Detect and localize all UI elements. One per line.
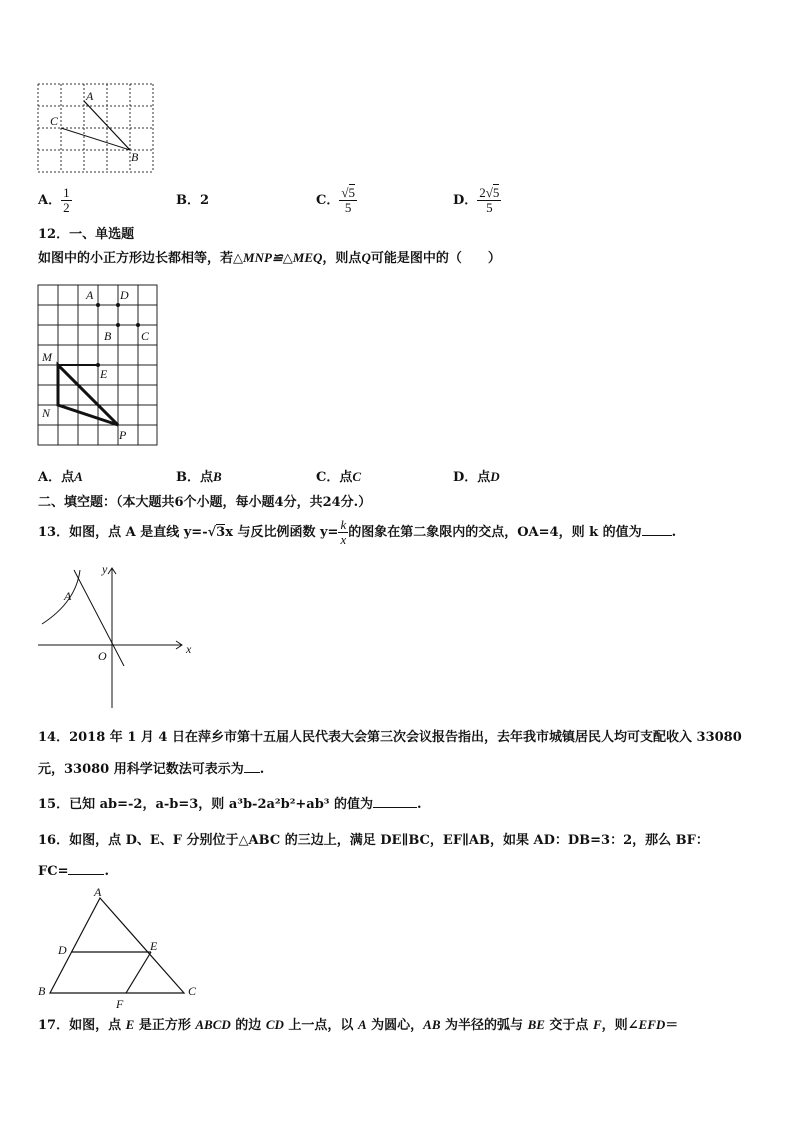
q12-grid-figure (37, 284, 159, 448)
q11-option-c: C． $\frac{√5}{5}$ (316, 185, 355, 215)
fig11-label-b: B (131, 150, 139, 164)
fig11-label-a: A (86, 89, 94, 103)
fig16-label-c: C (188, 984, 197, 998)
triangle-mnp (58, 365, 118, 425)
fig12-label-n: N (42, 406, 51, 420)
fig12-label-a: A (86, 288, 94, 302)
fraction-one-half: $\frac{1}{2}$ (63, 185, 70, 215)
q14-line1: 14．2018 年 1 月 4 日在萍乡市第十五届人民代表大会第三次会议报告指出，去年我市城镇居民人均可支配收入 33080 (38, 730, 742, 745)
q12-option-c: C．点C (316, 469, 362, 485)
q15-stem: 15．已知 ab=-2，a-b=3，则 a³b-2a²b²+ab³ 的值为 . (38, 797, 422, 812)
fig16-label-d: D (58, 943, 67, 957)
q11-grid-figure (37, 83, 155, 175)
q16-line2: FC= . (38, 864, 109, 879)
fig12-label-d: D (120, 288, 129, 302)
q13-graph-figure (36, 562, 196, 712)
q14-line2: 元，33080 用科学记数法可表示为 . (38, 762, 265, 777)
fig12-label-p: P (119, 428, 127, 442)
triangle-abc (50, 898, 184, 993)
q13-stem: 13．如图，点 A 是直线 y=-√3x 与反比例函数 y= $\frac{k}{x}$ 的图象在第二象限内的交点，OA=4，则 k 的值为 . (38, 517, 677, 547)
fraction-root5-over-5: $\frac{√5}{5}$ (341, 185, 355, 215)
fraction-2root5-over-5: $\frac{2√5}{5}$ (479, 185, 500, 215)
q12-option-d: D．点D (453, 469, 500, 485)
fig16-label-b: B (38, 984, 46, 998)
q16-line1: 16．如图，点 D、E、F 分别位于△ABC 的三边上，满足 DE∥BC，EF∥AB，如果 AD：DB=3：2，那么 BF： (38, 833, 709, 848)
fig12-label-c: C (141, 329, 150, 343)
q16-triangle-figure (36, 886, 206, 1010)
fig13-label-y: y (102, 562, 108, 576)
q12-stem: 如图中的小正方形边长都相等，若△MNP≌△MEQ，则点Q可能是图中的（ ） (38, 250, 501, 266)
section-two-heading: 二、填空题：（本大题共6个小题，每小题4分，共24分.） (38, 495, 372, 510)
q12-option-a: A．点A (38, 469, 83, 485)
q11-option-b: B．2 (176, 193, 210, 208)
fig12-label-e: E (100, 367, 108, 381)
q12-heading: 12．一、单选题 (38, 227, 135, 242)
fig11-label-c: C (50, 114, 59, 128)
fig12-label-m: M (42, 350, 52, 364)
fig16-label-f: F (116, 997, 124, 1011)
fig13-label-a: A (64, 589, 72, 603)
fraction-k-over-x: $\frac{k}{x}$ (340, 517, 347, 547)
fig16-label-a: A (94, 885, 102, 899)
q12-option-b: B．点B (176, 469, 222, 485)
q11-option-a: A． $\frac{1}{2}$ (38, 185, 70, 215)
fig13-label-o: O (98, 649, 107, 663)
hyperbola-branch (42, 570, 80, 624)
segment-ef (126, 952, 151, 993)
fig13-label-x: x (186, 642, 192, 656)
q11-option-d: D． $\frac{2√5}{5}$ (453, 185, 500, 215)
fig16-label-e: E (150, 939, 158, 953)
fig12-label-b: B (104, 329, 112, 343)
q17-stem: 17．如图，点 E 是正方形 ABCD 的边 CD 上一点，以 A 为圆心，AB 为半径的弧与 BE 交于点 F，则∠EFD＝ (38, 1017, 679, 1033)
